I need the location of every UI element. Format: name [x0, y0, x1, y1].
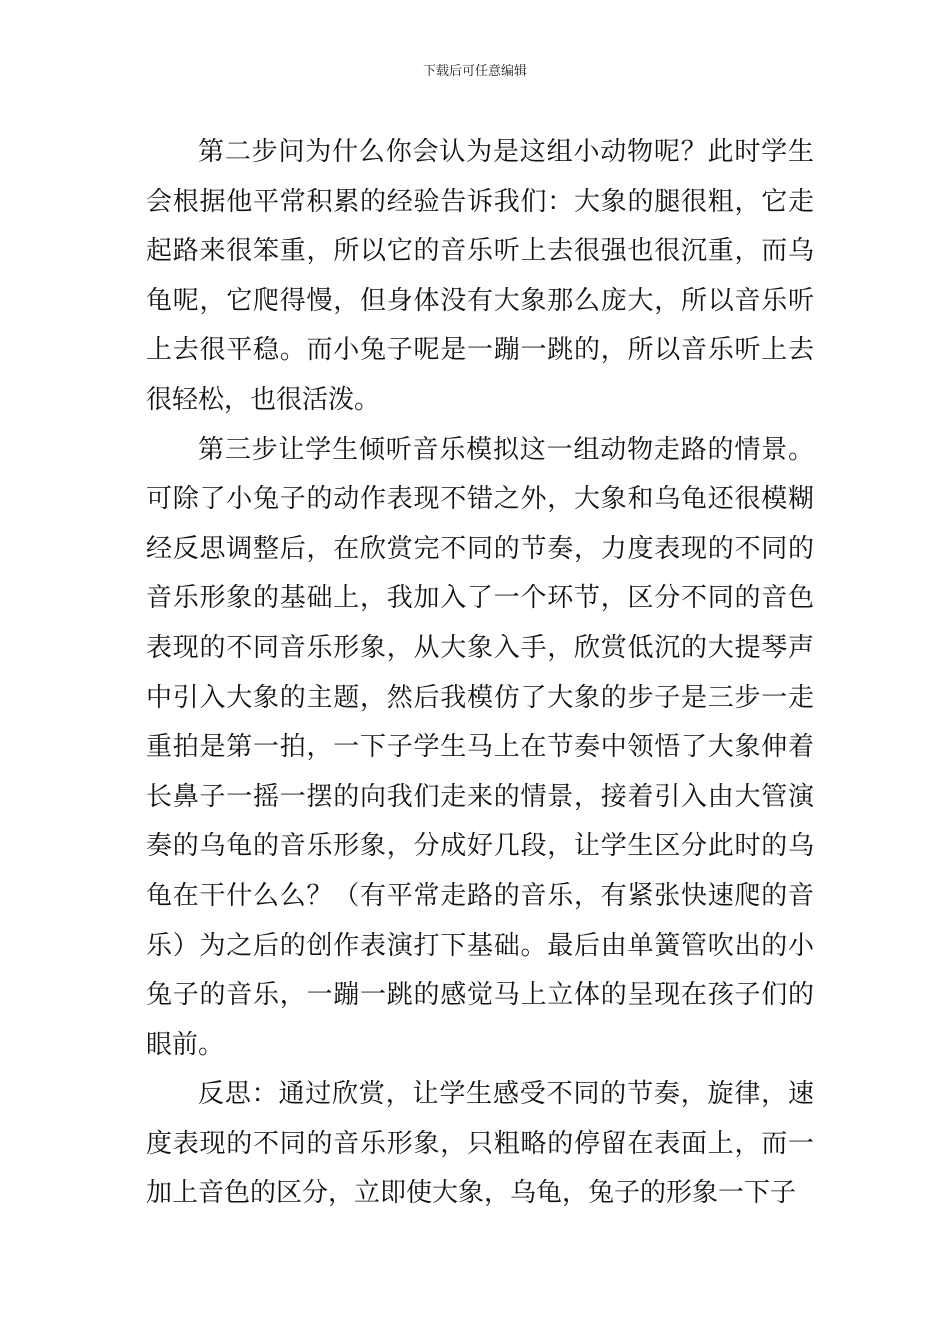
page-header: 下载后可任意编辑 — [422, 64, 527, 79]
paragraph-reflection: 反思：通过欣赏，让学生感受不同的节奏，旋律，速度表现的不同的音乐形象，只粗略的停留在表面上，而一加上音色的区分，立即使大象，乌龟，兔子的形象一下子 — [146, 1079, 814, 1209]
paragraph-step-three: 第三步让学生倾听音乐模拟这一组动物走路的情景。可除了小兔子的动作表现不错之外，大象和乌龟还很模糊经反思调整后，在欣赏完不同的节奏，力度表现的不同的音乐形象的基础上，我加入了一个环节，区分不同的音色表现的不同音乐形象，从大象入手，欣赏低沉的大提琴声中引入大象的主题，然后我模仿了大象的步子是三步一走重拍是第一拍，一下子学生马上在节奏中领悟了大象伸着长鼻子一摇一摆的向我们走来的情景，接着引入由大管演奏的乌龟的音乐形象，分成好几段，让学生区分此时的乌龟在干什么么？（有平常走路的音乐，有紧张快速爬的音乐）为之后的创作表演打下基础。最后由单簧管吹出的小兔子的音乐，一蹦一跳的感觉马上立体的呈现在孩子们的眼前。 — [146, 434, 814, 1060]
document-body — [146, 128, 814, 1219]
paragraph-step-two: 第二步问为什么你会认为是这组小动物呢？此时学生会根据他平常积累的经验告诉我们：大象的腿很粗，它走起路来很笨重，所以它的音乐听上去很强也很沉重，而乌龟呢，它爬得慢，但身体没有大象那么庞大，所以音乐听上去很平稳。而小兔子呢是一蹦一跳的，所以音乐听上去很轻松，也很活泼。 — [146, 137, 814, 415]
